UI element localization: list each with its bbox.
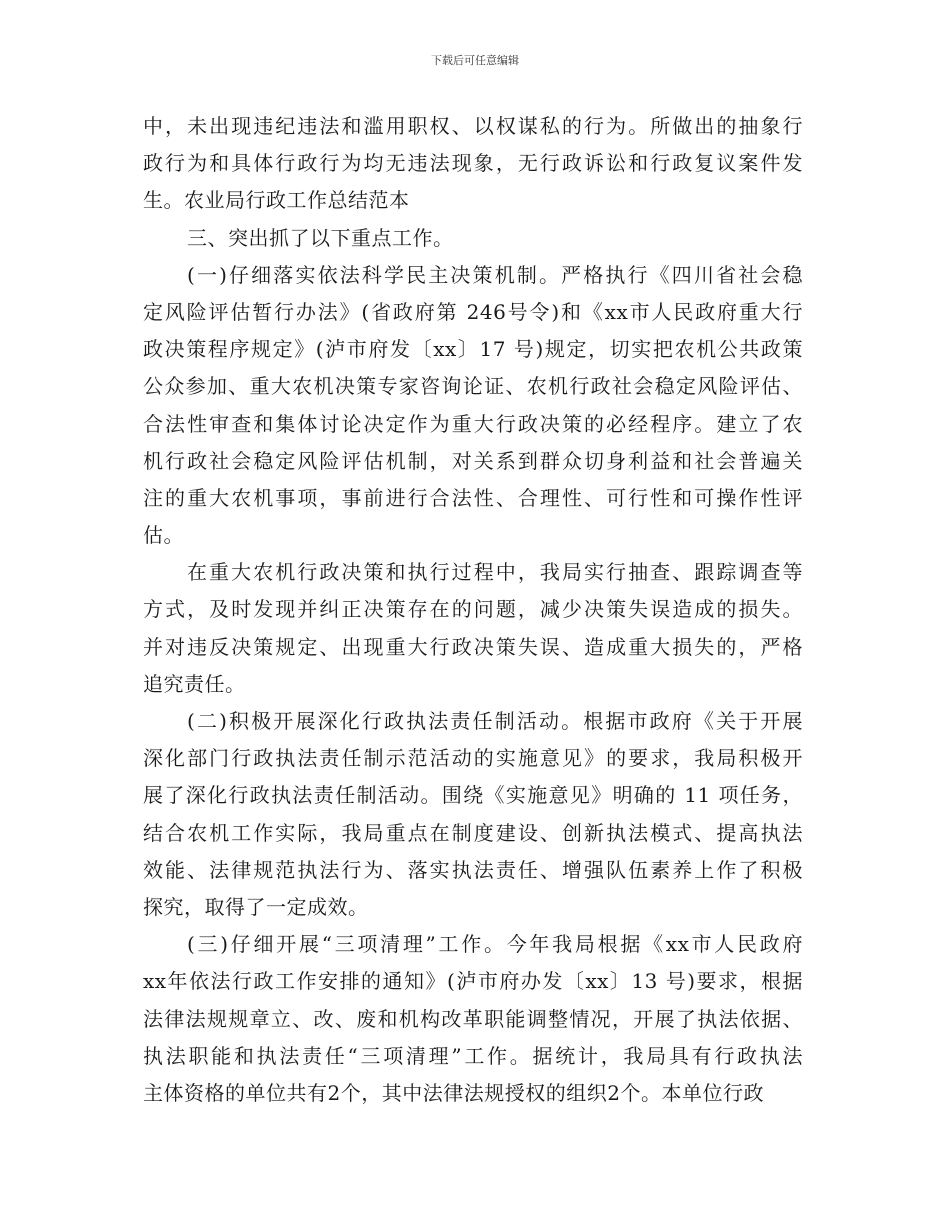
- text-line: 深化部门行政执法责任制示范活动的实施意见》的要求，我局积极开: [143, 746, 803, 771]
- text-line: (三)仔细开展“三项清理”工作。今年我局根据《xx市人民政府: [187, 932, 803, 957]
- paragraph: [143, 220, 803, 257]
- text-line: 方式，及时发现并纠正决策存在的问题，减少决策失误造成的损失。: [143, 597, 803, 622]
- text-line: 公众参加、重大农机决策专家咨询论证、农机行政社会稳定风险评估、: [143, 374, 803, 399]
- text-line: 三、突出抓了以下重点工作。: [187, 225, 454, 250]
- text-line: (一)仔细落实依法科学民主决策机制。严格执行《四川省社会稳: [187, 262, 803, 287]
- text-line: 结合农机工作实际，我局重点在制度建设、创新执法模式、提高执法: [143, 820, 803, 845]
- paragraph: [143, 554, 803, 703]
- text-line: 在重大农机行政决策和执行过程中，我局实行抽查、跟踪调查等: [187, 560, 803, 585]
- text-line: 展了深化行政执法责任制活动。围绕《实施意见》明确的 11 项任务，: [143, 783, 803, 808]
- text-line: 追究责任。: [143, 671, 246, 696]
- text-line: 政决策程序规定》(泸市府发〔xx〕17 号)规定，切实把农机公共政策: [143, 337, 803, 362]
- text-line: 注的重大农机事项，事前进行合法性、合理性、可行性和可操作性评: [143, 485, 803, 510]
- page-header: 下载后可任意编辑: [431, 54, 519, 67]
- text-line: 政行为和具体行政行为均无违法现象，无行政诉讼和行政复议案件发: [143, 151, 803, 176]
- text-line: 探究，取得了一定成效。: [143, 894, 369, 919]
- text-line: 并对违反决策规定、出现重大行政决策失误、造成重大损失的，严格: [143, 634, 803, 659]
- document-body: [143, 108, 803, 1112]
- paragraph: [143, 108, 803, 220]
- text-line: 主体资格的单位共有2个，其中法律法规授权的组织2个。本单位行政: [143, 1080, 764, 1105]
- text-line: 执法职能和执法责任“三项清理”工作。据统计，我局具有行政执法: [143, 1043, 803, 1068]
- text-line: 生。农业局行政工作总结范本: [143, 188, 410, 213]
- text-line: 效能、法律规范执法行为、落实执法责任、增强队伍素养上作了积极: [143, 857, 803, 882]
- paragraph: [143, 257, 803, 555]
- text-line: 定风险评估暂行办法》(省政府第 246号令)和《xx市人民政府重大行: [143, 299, 803, 324]
- text-line: 估。: [143, 523, 184, 548]
- text-line: 机行政社会稳定风险评估机制，对关系到群众切身利益和社会普遍关: [143, 448, 803, 473]
- text-line: 法律法规规章立、改、废和机构改革职能调整情况，开展了执法依据、: [143, 1006, 803, 1031]
- text-line: (二)积极开展深化行政执法责任制活动。根据市政府《关于开展: [187, 709, 803, 733]
- text-line: 中，未出现违纪违法和滥用职权、以权谋私的行为。所做出的抽象行: [143, 114, 803, 138]
- paragraph: [143, 926, 803, 1112]
- text-line: 合法性审查和集体讨论决定作为重大行政决策的必经程序。建立了农: [143, 411, 803, 436]
- paragraph: [143, 703, 803, 926]
- text-line: xx年依法行政工作安排的通知》(泸市府办发〔xx〕13 号)要求，根据: [143, 969, 803, 994]
